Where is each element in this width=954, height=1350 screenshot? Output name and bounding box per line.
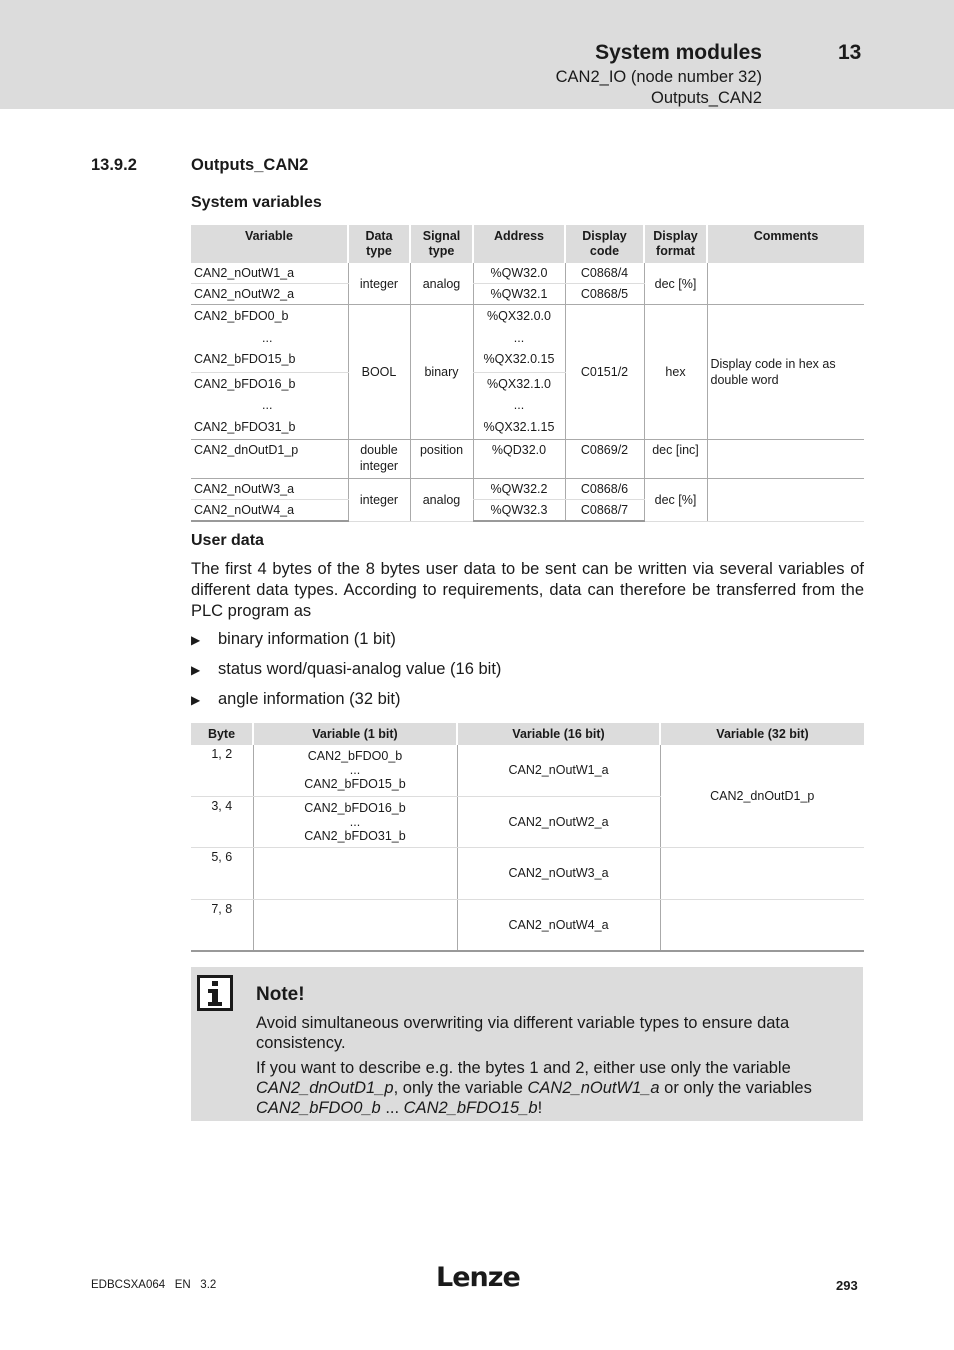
note-text: ... bbox=[380, 1099, 404, 1117]
column-header: Variable (32 bit) bbox=[660, 723, 864, 745]
column-header: Variable (16 bit) bbox=[457, 723, 660, 745]
note-italic-variable: CAN2_bFDO15_b bbox=[403, 1099, 538, 1117]
note-text: , only the variable bbox=[393, 1079, 528, 1097]
ellipsis: ... bbox=[262, 398, 273, 412]
cell-byte: 3, 4 bbox=[191, 796, 253, 847]
triangle-right-icon: ▶ bbox=[191, 633, 201, 647]
cell-byte: 1, 2 bbox=[191, 745, 253, 796]
cell-address: %QD32.0 bbox=[473, 440, 565, 479]
cell-signal: binary bbox=[410, 305, 473, 440]
note-text: ! bbox=[537, 1099, 543, 1117]
variable-name: CAN2_bFDO31_b bbox=[194, 419, 296, 434]
cell-signal: position bbox=[410, 440, 473, 479]
triangle-right-icon: ▶ bbox=[191, 663, 201, 677]
triangle-right-icon: ▶ bbox=[191, 693, 201, 707]
cell-comment bbox=[707, 263, 864, 305]
lenze-logo: Lenze bbox=[436, 1262, 520, 1293]
cell-bit1 bbox=[253, 899, 457, 951]
cell-address: %QW32.0 bbox=[473, 263, 565, 284]
column-header: Display format bbox=[644, 225, 707, 263]
cell-format: dec [inc] bbox=[644, 440, 707, 479]
cell-datatype: integer bbox=[348, 479, 410, 522]
address-value: %QX32.0.15 bbox=[483, 352, 555, 366]
cell-code: C0868/7 bbox=[565, 500, 644, 522]
header-subtitle-1: CAN2_IO (node number 32) bbox=[555, 68, 762, 86]
cell-variable: CAN2_nOutW4_a bbox=[191, 500, 348, 522]
ellipsis: ... bbox=[513, 398, 525, 412]
cell-comment: Display code in hex as double word bbox=[707, 305, 864, 440]
user-data-table bbox=[191, 723, 864, 952]
bullet-item bbox=[191, 630, 396, 649]
column-header: Byte bbox=[191, 723, 253, 745]
cell-code: C0869/2 bbox=[565, 440, 644, 479]
cell-bit32 bbox=[660, 847, 864, 899]
table-row bbox=[191, 305, 864, 373]
user-data-heading: User data bbox=[191, 532, 264, 549]
header-band bbox=[0, 0, 954, 109]
cell-address: %QW32.2 bbox=[473, 479, 565, 500]
cell-address-group bbox=[473, 372, 565, 440]
cell-variable: CAN2_nOutW3_a bbox=[191, 479, 348, 500]
bullet-text: binary information (1 bit) bbox=[218, 630, 396, 648]
cell-variable: CAN2_dnOutD1_p bbox=[191, 440, 348, 479]
cell-signal: analog bbox=[410, 479, 473, 522]
note-text: or only the variables bbox=[659, 1079, 812, 1097]
note-italic-variable: CAN2_nOutW1_a bbox=[527, 1079, 660, 1097]
cell-variable-group bbox=[191, 372, 348, 440]
cell-bit1 bbox=[253, 847, 457, 899]
cell-code: C0151/2 bbox=[565, 305, 644, 440]
cell-code: C0868/4 bbox=[565, 263, 644, 284]
cell-address: %QW32.1 bbox=[473, 284, 565, 305]
column-header: Address bbox=[473, 225, 565, 263]
cell-bit16: CAN2_nOutW4_a bbox=[457, 899, 660, 951]
table-row bbox=[191, 847, 864, 899]
cell-comment bbox=[707, 479, 864, 522]
page-title: System modules bbox=[595, 41, 762, 64]
note-italic-variable: CAN2_bFDO0_b bbox=[256, 1099, 381, 1117]
footer-document-id: EDBCSXA064 EN 3.2 bbox=[91, 1279, 217, 1291]
cell-datatype: double integer bbox=[348, 440, 410, 479]
bullet-text: angle information (32 bit) bbox=[218, 690, 401, 708]
column-header: Comments bbox=[707, 225, 864, 263]
table-header-row bbox=[191, 723, 864, 745]
table-row bbox=[191, 745, 864, 796]
cell-signal: analog bbox=[410, 263, 473, 305]
bullet-item bbox=[191, 690, 401, 709]
note-paragraph-2 bbox=[256, 1058, 846, 1118]
chapter-number: 13 bbox=[838, 41, 862, 64]
variable-name: CAN2_bFDO0_b bbox=[307, 749, 403, 764]
variable-name: CAN2_bFDO15_b bbox=[304, 777, 406, 792]
user-data-paragraph: The first 4 bytes of the 8 bytes user data to be sent can be written via several variables of different data types. According to requirements, data can therefore be transferred from the PLC program as bbox=[191, 560, 864, 620]
page-number: 293 bbox=[836, 1278, 858, 1293]
variable-name: CAN2_bFDO0_b bbox=[194, 309, 289, 323]
cell-bit1 bbox=[253, 796, 457, 847]
column-header: Variable bbox=[191, 225, 348, 263]
column-header: Data type bbox=[348, 225, 410, 263]
cell-variable: CAN2_nOutW2_a bbox=[191, 284, 348, 305]
cell-byte: 7, 8 bbox=[191, 899, 253, 951]
variable-name: CAN2_bFDO31_b bbox=[304, 828, 406, 843]
header-subtitle-2: Outputs_CAN2 bbox=[651, 89, 762, 107]
system-variables-table bbox=[191, 225, 864, 522]
cell-address: %QW32.3 bbox=[473, 500, 565, 522]
ellipsis: ... bbox=[349, 763, 361, 778]
note-title: Note! bbox=[256, 984, 305, 1005]
address-value: %QX32.1.15 bbox=[483, 419, 555, 434]
cell-code: C0868/5 bbox=[565, 284, 644, 305]
column-header: Variable (1 bit) bbox=[253, 723, 457, 745]
cell-datatype: integer bbox=[348, 263, 410, 305]
cell-bit1 bbox=[253, 745, 457, 796]
section-title: Outputs_CAN2 bbox=[191, 156, 309, 174]
info-icon bbox=[197, 975, 233, 1016]
cell-bit16: CAN2_nOutW2_a bbox=[457, 796, 660, 847]
cell-comment bbox=[707, 440, 864, 479]
cell-format: dec [%] bbox=[644, 479, 707, 522]
ellipsis: ... bbox=[513, 330, 525, 345]
note-text: If you want to describe e.g. the bytes 1 and 2, either use only the variable bbox=[256, 1059, 791, 1077]
note-box bbox=[191, 967, 863, 1121]
variable-name: CAN2_bFDO16_b bbox=[304, 800, 406, 815]
variable-name: CAN2_bFDO16_b bbox=[194, 376, 296, 391]
table-header-row bbox=[191, 225, 864, 263]
column-header: Signal type bbox=[410, 225, 473, 263]
note-italic-variable: CAN2_dnOutD1_p bbox=[256, 1079, 394, 1097]
cell-address-group bbox=[473, 305, 565, 373]
bullet-text: status word/quasi-analog value (16 bit) bbox=[218, 660, 502, 678]
cell-code: C0868/6 bbox=[565, 479, 644, 500]
cell-format: dec [%] bbox=[644, 263, 707, 305]
cell-bit16: CAN2_nOutW1_a bbox=[457, 745, 660, 796]
ellipsis: ... bbox=[262, 330, 273, 345]
note-paragraph-1: Avoid simultaneous overwriting via different variable types to ensure data consistency. bbox=[256, 1014, 790, 1052]
table-row bbox=[191, 263, 864, 284]
address-value: %QX32.1.0 bbox=[487, 376, 551, 391]
cell-datatype: BOOL bbox=[348, 305, 410, 440]
system-variables-heading: System variables bbox=[191, 194, 322, 211]
table-row bbox=[191, 899, 864, 951]
cell-variable-group bbox=[191, 305, 348, 373]
variable-name: CAN2_bFDO15_b bbox=[194, 352, 296, 366]
table-row bbox=[191, 479, 864, 500]
ellipsis: ... bbox=[349, 814, 361, 829]
address-value: %QX32.0.0 bbox=[487, 309, 551, 323]
column-header: Display code bbox=[565, 225, 644, 263]
cell-variable: CAN2_nOutW1_a bbox=[191, 263, 348, 284]
cell-byte: 5, 6 bbox=[191, 847, 253, 899]
bullet-item bbox=[191, 660, 501, 679]
cell-bit32 bbox=[660, 899, 864, 951]
cell-format: hex bbox=[644, 305, 707, 440]
cell-bit32: CAN2_dnOutD1_p bbox=[660, 745, 864, 847]
section-number: 13.9.2 bbox=[91, 156, 137, 174]
cell-bit16: CAN2_nOutW3_a bbox=[457, 847, 660, 899]
table-row bbox=[191, 440, 864, 479]
